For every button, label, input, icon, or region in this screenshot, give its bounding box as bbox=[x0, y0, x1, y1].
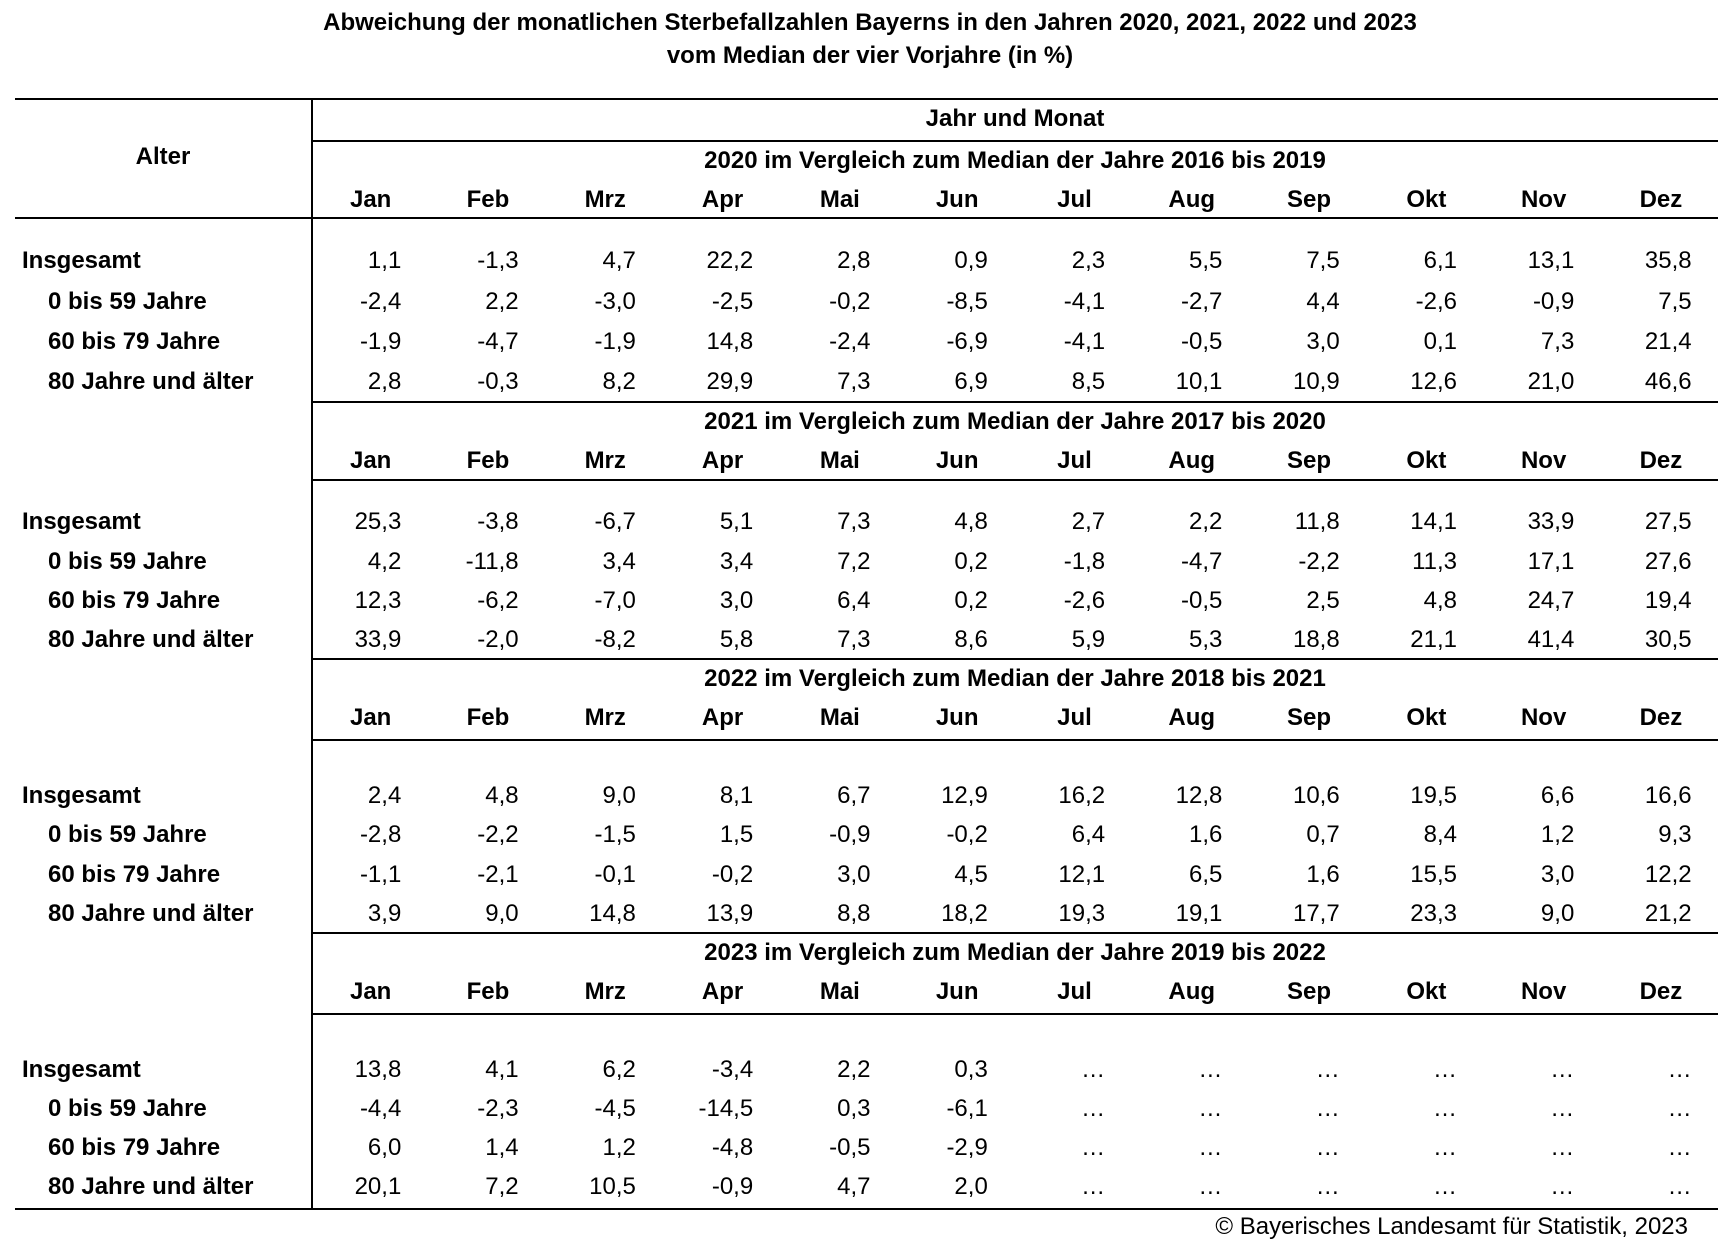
month-header: Dez bbox=[1639, 186, 1683, 213]
table-cell: -0,2 bbox=[946, 821, 988, 848]
month-header: Feb bbox=[466, 704, 510, 731]
table-cell: -2,4 bbox=[829, 328, 871, 355]
month-header: Jan bbox=[349, 447, 392, 474]
table-cell: 19,3 bbox=[1058, 900, 1106, 927]
row-label: 0 bis 59 Jahre bbox=[48, 288, 207, 315]
table-cell: 10,9 bbox=[1292, 368, 1340, 395]
month-header-rule bbox=[312, 1013, 1718, 1015]
block-title: 2020 im Vergleich zum Median der Jahre 2016 bis 2019 bbox=[704, 147, 1326, 174]
table-cell: -0,5 bbox=[1181, 328, 1223, 355]
month-header: Mrz bbox=[584, 447, 626, 474]
table-cell: -2,2 bbox=[477, 821, 519, 848]
title-line-2: vom Median der vier Vorjahre (in %) bbox=[666, 42, 1074, 69]
table-cell: 1,5 bbox=[719, 821, 754, 848]
table-cell: 7,5 bbox=[1658, 288, 1692, 315]
table-cell: -8,5 bbox=[946, 288, 988, 315]
table-cell: -1,9 bbox=[594, 328, 636, 355]
month-header: Mrz bbox=[584, 186, 626, 213]
table-cell: 13,8 bbox=[354, 1056, 402, 1083]
month-header: Jul bbox=[1057, 447, 1092, 474]
table-cell: 17,1 bbox=[1527, 548, 1575, 575]
table-cell: … bbox=[1081, 1173, 1106, 1200]
row-label: 0 bis 59 Jahre bbox=[48, 821, 207, 848]
table-cell: 1,2 bbox=[602, 1134, 636, 1161]
month-header: Jun bbox=[935, 186, 979, 213]
table-cell: -6,2 bbox=[477, 587, 519, 614]
row-label: 60 bis 79 Jahre bbox=[48, 587, 221, 614]
month-header: Nov bbox=[1520, 447, 1567, 474]
table-cell: 3,0 bbox=[1540, 861, 1575, 888]
top-rule bbox=[15, 98, 1718, 100]
table-cell: 20,1 bbox=[354, 1173, 402, 1200]
table-cell: 4,8 bbox=[485, 782, 519, 809]
table-cell: 2,3 bbox=[1071, 247, 1106, 274]
table-cell: 19,4 bbox=[1644, 587, 1692, 614]
table-cell: 33,9 bbox=[1527, 508, 1575, 535]
table-cell: … bbox=[1315, 1173, 1340, 1200]
table-cell: -4,1 bbox=[1063, 328, 1106, 355]
table-cell: 3,0 bbox=[837, 861, 871, 888]
table-cell: 1,2 bbox=[1540, 821, 1575, 848]
month-header: Sep bbox=[1287, 704, 1332, 731]
month-header: Okt bbox=[1406, 447, 1447, 474]
table-cell: 4,2 bbox=[367, 548, 402, 575]
month-header: Sep bbox=[1287, 186, 1332, 213]
block-title: 2021 im Vergleich zum Median der Jahre 2017 bis 2020 bbox=[704, 408, 1326, 435]
table-cell: 0,7 bbox=[1306, 821, 1340, 848]
table-cell: 6,0 bbox=[367, 1134, 402, 1161]
table-cell: 8,4 bbox=[1423, 821, 1457, 848]
month-header: Dez bbox=[1639, 447, 1683, 474]
table-cell: 6,5 bbox=[1189, 861, 1223, 888]
table-cell: … bbox=[1667, 1173, 1692, 1200]
table-cell: -1,5 bbox=[594, 821, 636, 848]
month-header: Apr bbox=[701, 186, 744, 213]
table-cell: 27,5 bbox=[1644, 508, 1692, 535]
table-cell: -4,4 bbox=[359, 1095, 402, 1122]
month-header: Mai bbox=[819, 186, 860, 213]
table-cell: -7,0 bbox=[594, 587, 636, 614]
table-cell: 9,0 bbox=[602, 782, 636, 809]
table-cell: 11,3 bbox=[1412, 548, 1457, 575]
table-cell: -4,5 bbox=[594, 1095, 636, 1122]
table-cell: 4,1 bbox=[485, 1056, 519, 1083]
month-header: Mai bbox=[819, 978, 860, 1005]
table-cell: 6,6 bbox=[1540, 782, 1575, 809]
month-header: Jun bbox=[935, 447, 979, 474]
row-label: 60 bis 79 Jahre bbox=[48, 1134, 221, 1161]
table-cell: 4,8 bbox=[954, 508, 988, 535]
table-cell: … bbox=[1315, 1095, 1340, 1122]
block-title: 2023 im Vergleich zum Median der Jahre 2019 bis 2022 bbox=[704, 939, 1326, 966]
alter-header: Alter bbox=[135, 143, 191, 170]
block-title-rule bbox=[312, 658, 1718, 660]
table-cell: 6,7 bbox=[837, 782, 871, 809]
table-cell: -3,8 bbox=[477, 508, 519, 535]
table-cell: … bbox=[1315, 1134, 1340, 1161]
table-cell: 14,8 bbox=[706, 328, 754, 355]
row-label: 60 bis 79 Jahre bbox=[48, 328, 221, 355]
block-title-rule bbox=[312, 932, 1718, 934]
table-cell: -2,7 bbox=[1181, 288, 1223, 315]
table-cell: … bbox=[1550, 1173, 1575, 1200]
table-cell: 12,8 bbox=[1175, 782, 1223, 809]
table-cell: 6,9 bbox=[954, 368, 988, 395]
table-cell: 35,8 bbox=[1644, 247, 1692, 274]
row-label: Insgesamt bbox=[22, 247, 141, 274]
table-cell: … bbox=[1433, 1056, 1457, 1083]
table-cell: 21,2 bbox=[1644, 900, 1692, 927]
table-cell: 0,2 bbox=[954, 587, 988, 614]
row-label: 80 Jahre und älter bbox=[48, 368, 254, 395]
month-header: Feb bbox=[466, 186, 510, 213]
table-cell: 5,1 bbox=[719, 508, 754, 535]
month-header: Sep bbox=[1287, 447, 1332, 474]
table-cell: 16,6 bbox=[1644, 782, 1692, 809]
month-header: Mrz bbox=[584, 978, 626, 1005]
table-cell: -0,5 bbox=[1181, 587, 1223, 614]
table-cell: -2,6 bbox=[1415, 288, 1457, 315]
table-cell: -0,9 bbox=[829, 821, 871, 848]
table-cell: 11,8 bbox=[1294, 508, 1340, 535]
table-cell: 16,2 bbox=[1058, 782, 1106, 809]
table-cell: 3,4 bbox=[719, 548, 754, 575]
table-cell: -3,0 bbox=[594, 288, 636, 315]
table-cell: -4,7 bbox=[477, 328, 519, 355]
table-cell: 2,2 bbox=[485, 288, 519, 315]
table-cell: 6,4 bbox=[837, 587, 871, 614]
table-cell: … bbox=[1433, 1095, 1457, 1122]
table-cell: 2,7 bbox=[1071, 508, 1106, 535]
table-cell: 4,5 bbox=[954, 861, 988, 888]
table-cell: … bbox=[1667, 1056, 1692, 1083]
table-cell: 0,2 bbox=[954, 548, 988, 575]
table-cell: … bbox=[1198, 1134, 1223, 1161]
table-cell: -2,1 bbox=[477, 861, 519, 888]
month-header: Aug bbox=[1168, 186, 1216, 213]
month-header: Feb bbox=[466, 978, 510, 1005]
table-cell: 3,4 bbox=[602, 548, 636, 575]
table-cell: -2,2 bbox=[1298, 548, 1340, 575]
table-cell: 2,8 bbox=[367, 368, 402, 395]
table-cell: … bbox=[1433, 1134, 1457, 1161]
table-cell: … bbox=[1550, 1134, 1575, 1161]
table-cell: 6,2 bbox=[602, 1056, 636, 1083]
block-title-rule bbox=[312, 401, 1718, 403]
month-header: Apr bbox=[701, 978, 744, 1005]
bottom-rule bbox=[15, 1208, 1718, 1210]
table-cell: 0,1 bbox=[1423, 328, 1457, 355]
month-header: Nov bbox=[1520, 978, 1567, 1005]
month-header: Jul bbox=[1057, 978, 1092, 1005]
month-header: Apr bbox=[701, 704, 744, 731]
table-cell: -0,1 bbox=[594, 861, 636, 888]
table-cell: -2,6 bbox=[1063, 587, 1106, 614]
table-cell: 9,0 bbox=[1540, 900, 1575, 927]
month-header: Feb bbox=[466, 447, 510, 474]
row-label: 80 Jahre und älter bbox=[48, 900, 254, 927]
table-cell: 13,1 bbox=[1527, 247, 1575, 274]
table-cell: -3,4 bbox=[711, 1056, 754, 1083]
table-cell: 2,4 bbox=[367, 782, 402, 809]
table-cell: -2,4 bbox=[359, 288, 402, 315]
table-cell: -0,2 bbox=[711, 861, 754, 888]
row-label: 60 bis 79 Jahre bbox=[48, 861, 221, 888]
table-cell: 14,8 bbox=[589, 900, 636, 927]
month-header: Dez bbox=[1639, 978, 1683, 1005]
table-cell: -1,9 bbox=[359, 328, 402, 355]
table-cell: -4,7 bbox=[1181, 548, 1223, 575]
table-cell: 2,5 bbox=[1306, 587, 1340, 614]
table-cell: 29,9 bbox=[706, 368, 754, 395]
row-label: Insgesamt bbox=[22, 782, 141, 809]
month-header: Mai bbox=[819, 447, 860, 474]
month-header: Jan bbox=[349, 704, 392, 731]
table-cell: 18,8 bbox=[1292, 626, 1340, 653]
table-cell: 21,4 bbox=[1644, 328, 1692, 355]
row-label: 0 bis 59 Jahre bbox=[48, 1095, 207, 1122]
table-cell: 10,5 bbox=[589, 1173, 636, 1200]
table-cell: 3,0 bbox=[719, 587, 754, 614]
table-cell: -0,3 bbox=[477, 368, 519, 395]
table-cell: -11,8 bbox=[465, 548, 519, 575]
table-cell: … bbox=[1081, 1095, 1106, 1122]
table-cell: -2,3 bbox=[477, 1095, 519, 1122]
month-header: Nov bbox=[1520, 186, 1567, 213]
table-cell: 8,6 bbox=[954, 626, 988, 653]
table-cell: 7,2 bbox=[485, 1173, 519, 1200]
row-label: Insgesamt bbox=[22, 1056, 141, 1083]
table-cell: 25,3 bbox=[354, 508, 402, 535]
header-bottom-rule bbox=[15, 217, 1718, 219]
table-cell: … bbox=[1081, 1056, 1106, 1083]
table-cell: 13,9 bbox=[706, 900, 754, 927]
table-cell: 21,0 bbox=[1527, 368, 1575, 395]
month-header: Aug bbox=[1168, 978, 1216, 1005]
table-cell: 8,5 bbox=[1071, 368, 1106, 395]
table-cell: 4,4 bbox=[1306, 288, 1340, 315]
table-cell: 9,3 bbox=[1658, 821, 1692, 848]
table-cell: 41,4 bbox=[1527, 626, 1575, 653]
table-cell: -8,2 bbox=[594, 626, 636, 653]
table-cell: … bbox=[1198, 1056, 1223, 1083]
table-cell: 46,6 bbox=[1644, 368, 1692, 395]
jahr-und-monat-header: Jahr und Monat bbox=[925, 105, 1105, 132]
month-header-rule bbox=[312, 479, 1718, 481]
table-cell: … bbox=[1667, 1134, 1692, 1161]
table-cell: 12,9 bbox=[941, 782, 988, 809]
table-cell: 9,0 bbox=[485, 900, 519, 927]
table-cell: 12,1 bbox=[1058, 861, 1106, 888]
table-cell: 2,2 bbox=[1189, 508, 1223, 535]
row-label: 80 Jahre und älter bbox=[48, 626, 254, 653]
month-header-rule bbox=[312, 739, 1718, 741]
table-cell: 6,4 bbox=[1071, 821, 1106, 848]
row-label: 80 Jahre und älter bbox=[48, 1173, 254, 1200]
table-cell: 33,9 bbox=[354, 626, 402, 653]
table-cell: 5,5 bbox=[1189, 247, 1223, 274]
table-cell: 0,3 bbox=[837, 1095, 871, 1122]
table-cell: -6,1 bbox=[946, 1095, 988, 1122]
month-header: Okt bbox=[1406, 186, 1447, 213]
title-line-1: Abweichung der monatlichen Sterbefallzahlen Bayerns in den Jahren 2020, 2021, 2022 und 2023 bbox=[323, 9, 1417, 36]
month-header: Okt bbox=[1406, 704, 1447, 731]
table-cell: 8,2 bbox=[602, 368, 636, 395]
table-cell: 19,1 bbox=[1175, 900, 1223, 927]
table-cell: -1,8 bbox=[1063, 548, 1106, 575]
table-cell: 15,5 bbox=[1410, 861, 1457, 888]
table-cell: 0,9 bbox=[954, 247, 988, 274]
table-title bbox=[0, 6, 1718, 72]
table-cell: -6,9 bbox=[946, 328, 988, 355]
table-cell: 10,6 bbox=[1292, 782, 1340, 809]
table-cell: 0,3 bbox=[954, 1056, 988, 1083]
month-header: Okt bbox=[1406, 978, 1447, 1005]
table-cell: 7,3 bbox=[837, 508, 871, 535]
table-cell: 18,2 bbox=[941, 900, 988, 927]
table-cell: -6,7 bbox=[594, 508, 636, 535]
table-cell: -0,9 bbox=[711, 1173, 754, 1200]
table-cell: … bbox=[1550, 1095, 1575, 1122]
table-cell: 5,3 bbox=[1189, 626, 1223, 653]
copyright-note: © Bayerisches Landesamt für Statistik, 2023 bbox=[1215, 1213, 1688, 1240]
table-cell: 1,1 bbox=[367, 247, 402, 274]
table-cell: 5,8 bbox=[719, 626, 754, 653]
block-title-rule bbox=[312, 140, 1718, 142]
table-cell: 12,2 bbox=[1644, 861, 1692, 888]
month-header: Dez bbox=[1639, 704, 1683, 731]
table-cell: 19,5 bbox=[1410, 782, 1457, 809]
table-cell: … bbox=[1550, 1056, 1575, 1083]
table-cell: -1,1 bbox=[359, 861, 402, 888]
table-cell: -1,3 bbox=[477, 247, 519, 274]
table-cell: 4,7 bbox=[602, 247, 636, 274]
table-cell: 22,2 bbox=[706, 247, 754, 274]
row-label: Insgesamt bbox=[22, 508, 141, 535]
table-cell: … bbox=[1667, 1095, 1692, 1122]
table-cell: … bbox=[1198, 1173, 1223, 1200]
month-header: Jul bbox=[1057, 704, 1092, 731]
table-cell: 12,6 bbox=[1410, 368, 1457, 395]
table-cell: 4,7 bbox=[837, 1173, 871, 1200]
block-title: 2022 im Vergleich zum Median der Jahre 2018 bis 2021 bbox=[704, 665, 1326, 692]
table-cell: -0,2 bbox=[829, 288, 871, 315]
table-cell: -4,1 bbox=[1063, 288, 1106, 315]
month-header: Mai bbox=[819, 704, 860, 731]
table-cell: 30,5 bbox=[1644, 626, 1692, 653]
table-cell: … bbox=[1315, 1056, 1340, 1083]
month-header: Jun bbox=[935, 704, 979, 731]
table-cell: 10,1 bbox=[1175, 368, 1223, 395]
table-cell: … bbox=[1433, 1173, 1457, 1200]
month-header: Jan bbox=[349, 978, 392, 1005]
table-cell: 7,3 bbox=[1540, 328, 1575, 355]
table-cell: -2,0 bbox=[477, 626, 519, 653]
table-cell: 7,3 bbox=[837, 368, 871, 395]
table-cell: 21,1 bbox=[1410, 626, 1457, 653]
table-cell: 3,9 bbox=[367, 900, 402, 927]
table-cell: … bbox=[1198, 1095, 1223, 1122]
table-cell: 4,8 bbox=[1423, 587, 1457, 614]
table-cell: 14,1 bbox=[1410, 508, 1457, 535]
table-cell: 17,7 bbox=[1292, 900, 1340, 927]
table-cell: 27,6 bbox=[1644, 548, 1692, 575]
table-cell: 23,3 bbox=[1410, 900, 1457, 927]
month-header: Sep bbox=[1287, 978, 1332, 1005]
table-cell: 2,2 bbox=[837, 1056, 871, 1083]
table-cell: 6,1 bbox=[1423, 247, 1457, 274]
table-cell: 24,7 bbox=[1527, 587, 1575, 614]
table-cell: … bbox=[1081, 1134, 1106, 1161]
table-cell: 7,5 bbox=[1306, 247, 1340, 274]
month-header: Jan bbox=[349, 186, 392, 213]
table-cell: 2,0 bbox=[954, 1173, 988, 1200]
month-header: Apr bbox=[701, 447, 744, 474]
month-header: Mrz bbox=[584, 704, 626, 731]
month-header: Nov bbox=[1520, 704, 1567, 731]
table-cell: -4,8 bbox=[711, 1134, 754, 1161]
table-cell: -0,9 bbox=[1532, 288, 1575, 315]
month-header: Jun bbox=[935, 978, 979, 1005]
table-cell: -2,8 bbox=[359, 821, 402, 848]
row-label: 0 bis 59 Jahre bbox=[48, 548, 207, 575]
table-cell: 2,8 bbox=[837, 247, 871, 274]
month-header: Aug bbox=[1168, 704, 1216, 731]
table-cell: 1,6 bbox=[1189, 821, 1223, 848]
table-cell: 7,3 bbox=[837, 626, 871, 653]
table-cell: -0,5 bbox=[829, 1134, 871, 1161]
table-cell: 1,6 bbox=[1306, 861, 1340, 888]
table-cell: -2,9 bbox=[946, 1134, 988, 1161]
table-cell: 12,3 bbox=[354, 587, 402, 614]
table-cell: 1,4 bbox=[485, 1134, 519, 1161]
month-header: Aug bbox=[1168, 447, 1216, 474]
table-cell: 5,9 bbox=[1071, 626, 1106, 653]
table-cell: 3,0 bbox=[1306, 328, 1340, 355]
table-cell: -2,5 bbox=[711, 288, 754, 315]
table-cell: -14,5 bbox=[698, 1095, 754, 1122]
table-cell: 8,8 bbox=[837, 900, 871, 927]
table-cell: 7,2 bbox=[837, 548, 871, 575]
month-header: Jul bbox=[1057, 186, 1092, 213]
table-cell: 8,1 bbox=[719, 782, 754, 809]
